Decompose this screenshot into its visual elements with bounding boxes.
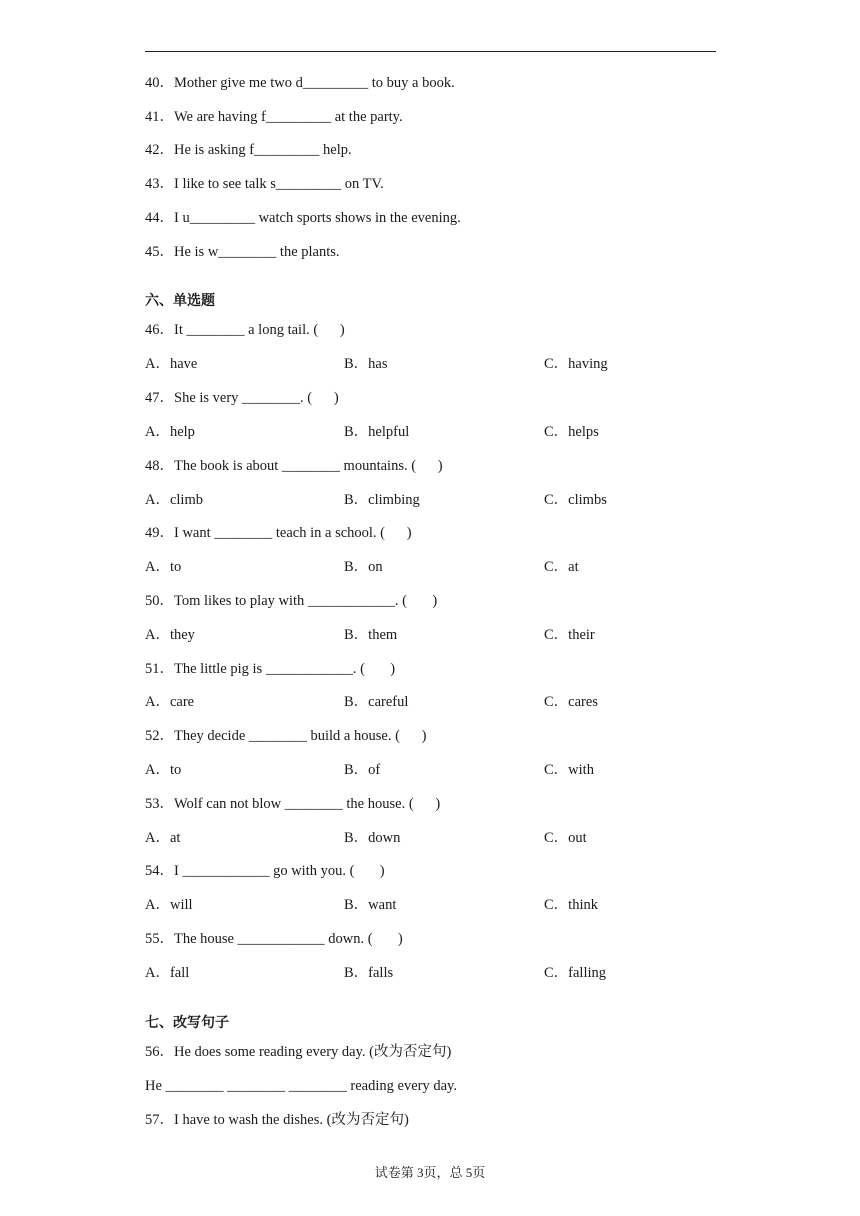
- question-49: 49．I want ________ teach in a school. ( ): [145, 525, 412, 541]
- option-c: C．helps: [544, 424, 599, 440]
- option-c: C．climbs: [544, 492, 607, 508]
- options-52: [145, 761, 716, 779]
- header-rule: [145, 51, 716, 52]
- option-c: C．their: [544, 627, 595, 643]
- option-b: B．down: [344, 830, 401, 846]
- option-c: C．think: [544, 897, 598, 913]
- question-48: 48．The book is about ________ mountains. ( ): [145, 458, 443, 474]
- question-41: 41．We are having f_________ at the party.: [145, 109, 403, 125]
- options-47: [145, 423, 716, 441]
- question-44: 44．I u_________ watch sports shows in the evening.: [145, 210, 461, 226]
- question-46: 46．It ________ a long tail. ( ): [145, 322, 345, 338]
- question-57: 57．I have to wash the dishes. (改为否定句): [145, 1112, 409, 1128]
- option-b: B．has: [344, 356, 388, 372]
- options-48: [145, 491, 716, 509]
- question-43: 43．I like to see talk s_________ on TV.: [145, 176, 384, 192]
- option-a: A．have: [145, 356, 198, 372]
- options-50: [145, 626, 716, 644]
- option-b: B．careful: [344, 694, 409, 710]
- option-a: A．to: [145, 559, 182, 575]
- option-a: A．climb: [145, 492, 203, 508]
- option-c: C．out: [544, 830, 587, 846]
- answer-line-56: He ________ ________ ________ reading every day.: [145, 1078, 457, 1094]
- option-c: C．cares: [544, 694, 598, 710]
- question-51: 51．The little pig is ____________. ( ): [145, 661, 396, 677]
- options-53: [145, 829, 716, 847]
- options-46: [145, 355, 716, 373]
- option-a: A．help: [145, 424, 195, 440]
- option-a: A．at: [145, 830, 181, 846]
- option-b: B．on: [344, 559, 383, 575]
- options-51: [145, 693, 716, 711]
- option-b: B．climbing: [344, 492, 420, 508]
- option-c: C．having: [544, 356, 608, 372]
- section-6-title: 六、单选题: [145, 293, 215, 309]
- options-54: [145, 896, 716, 914]
- question-56: 56．He does some reading every day. (改为否定句): [145, 1044, 452, 1060]
- question-50: 50．Tom likes to play with ____________. ( ): [145, 593, 438, 609]
- option-b: B．of: [344, 762, 381, 778]
- question-42: 42．He is asking f_________ help.: [145, 142, 352, 158]
- page-footer: 试卷第 3页，总 5页: [374, 1165, 486, 1180]
- option-c: C．with: [544, 762, 594, 778]
- option-a: A．they: [145, 627, 195, 643]
- option-c: C．falling: [544, 965, 607, 981]
- section-7-title: 七、改写句子: [145, 1015, 229, 1031]
- option-b: B．helpful: [344, 424, 410, 440]
- question-47: 47．She is very ________. ( ): [145, 390, 339, 406]
- question-54: 54．I ____________ go with you. ( ): [145, 863, 385, 879]
- option-b: B．them: [344, 627, 398, 643]
- question-40: 40．Mother give me two d_________ to buy a book.: [145, 75, 455, 91]
- options-49: [145, 558, 716, 576]
- question-55: 55．The house ____________ down. ( ): [145, 931, 403, 947]
- option-a: A．fall: [145, 965, 190, 981]
- option-b: B．falls: [344, 965, 394, 981]
- option-c: C．at: [544, 559, 579, 575]
- option-b: B．want: [344, 897, 397, 913]
- question-45: 45．He is w________ the plants.: [145, 244, 340, 260]
- option-a: A．to: [145, 762, 182, 778]
- option-a: A．care: [145, 694, 195, 710]
- option-a: A．will: [145, 897, 193, 913]
- options-55: [145, 964, 716, 982]
- question-52: 52．They decide ________ build a house. ( ): [145, 728, 427, 744]
- question-53: 53．Wolf can not blow ________ the house. ( ): [145, 796, 441, 812]
